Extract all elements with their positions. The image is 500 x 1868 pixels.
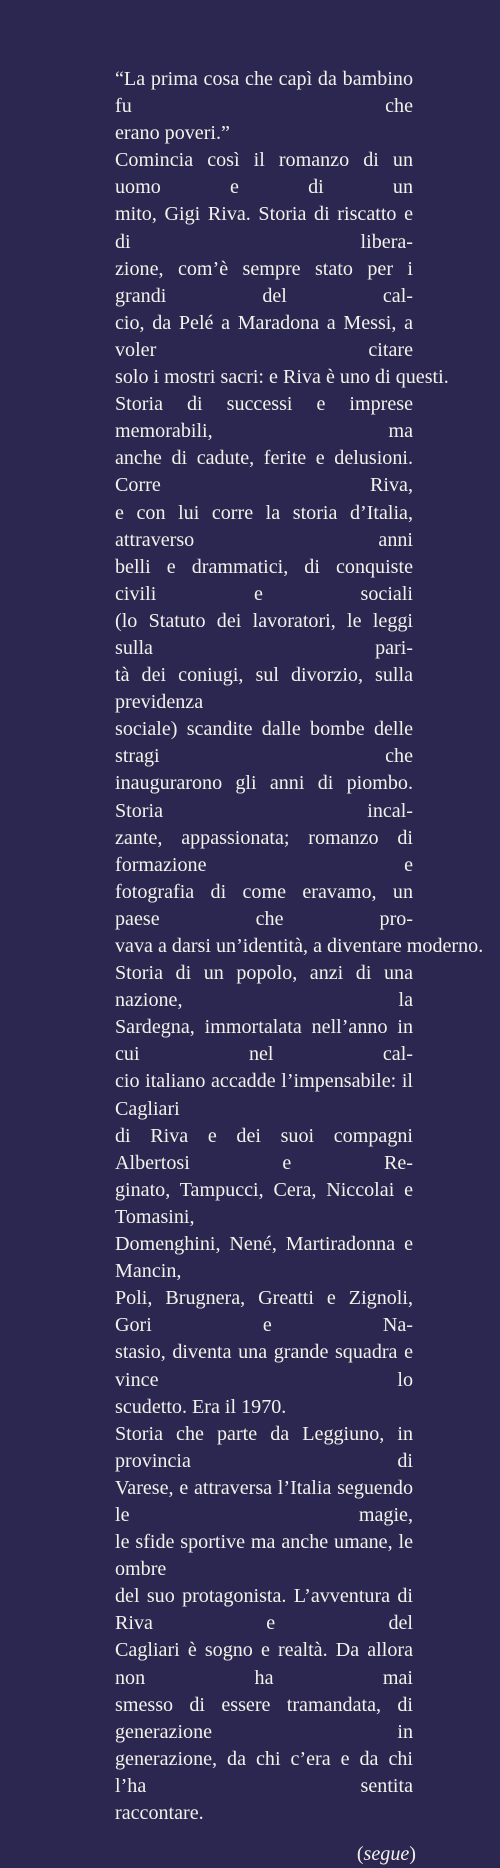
text-line: Poli, Brugnera, Greatti e Zignoli, Gori e Na- bbox=[115, 1287, 413, 1337]
text-line: smesso di essere tramandata, di generazione in bbox=[115, 1693, 413, 1743]
text-line: Comincia così il romanzo di un uomo e di un bbox=[115, 149, 413, 199]
text-line: Domenghini, Nené, Martiradonna e Mancin, bbox=[115, 1233, 413, 1283]
text-line: anche di cadute, ferite e delusioni. Corre Riva, bbox=[115, 447, 413, 497]
text-line: erano poveri.” bbox=[115, 122, 230, 145]
text-line: ginato, Tampucci, Cera, Niccolai e Tomasini, bbox=[115, 1178, 413, 1228]
text-line: solo i mostri sacri: e Riva è uno di questi. bbox=[115, 366, 449, 389]
text-line: sociale) scandite dalle bombe delle stragi che bbox=[115, 718, 413, 768]
spacer bbox=[0, 1827, 500, 1841]
continuation-note bbox=[0, 1841, 416, 1868]
text-line: Storia di un popolo, anzi di una nazione, la bbox=[115, 962, 413, 1012]
paragraph bbox=[0, 391, 500, 960]
text-line: inaugurarono gli anni di piombo. Storia incal- bbox=[115, 772, 413, 822]
text-line: mito, Gigi Riva. Storia di riscatto e di libera- bbox=[115, 203, 413, 253]
text-line: belli e drammatici, di conquiste civili e sociali bbox=[115, 555, 413, 605]
text-line: cio italiano accadde l’impensabile: il Cagliari bbox=[115, 1070, 413, 1120]
text-line: zante, appassionata; romanzo di formazione e bbox=[115, 826, 413, 876]
paragraph bbox=[0, 147, 500, 391]
text-line: le sfide sportive ma anche umane, le ombre bbox=[115, 1531, 413, 1581]
paragraph bbox=[0, 960, 500, 1421]
text-line: del suo protagonista. L’avventura di Riva e del bbox=[115, 1585, 413, 1635]
text-line: stasio, diventa una grande squadra e vince lo bbox=[115, 1341, 413, 1391]
text-line: Storia che parte da Leggiuno, in provincia di bbox=[115, 1422, 413, 1472]
text-line: raccontare. bbox=[115, 1802, 204, 1824]
text-line: Varese, e attraversa l’Italia seguendo le magie, bbox=[115, 1476, 413, 1526]
continuation-open-paren: ( bbox=[356, 1843, 364, 1866]
text-line: generazione, da chi c’era e da chi l’ha sentita bbox=[115, 1747, 413, 1797]
text-line: (lo Statuto dei lavoratori, le leggi sulla pari- bbox=[115, 609, 413, 659]
text-line: tà dei coniugi, sul divorzio, sulla previdenza bbox=[115, 664, 413, 714]
text-line: cio, da Pelé a Maradona a Messi, a voler citare bbox=[115, 311, 413, 361]
text-line: vava a darsi un’identità, a diventare moderno. bbox=[115, 935, 484, 957]
text-line: scudetto. Era il 1970. bbox=[115, 1395, 287, 1418]
text-line: fotografia di come eravamo, un paese che pro- bbox=[115, 880, 413, 930]
text-line: zione, com’è sempre stato per i grandi del cal- bbox=[115, 257, 413, 307]
continuation-close-paren: ) bbox=[409, 1843, 416, 1866]
text-line: Cagliari è sogno e realtà. Da allora non ha mai bbox=[115, 1639, 413, 1689]
blurb-text bbox=[0, 66, 500, 1868]
text-line: Storia di successi e imprese memorabili, ma bbox=[115, 393, 413, 443]
text-line: “La prima cosa che capì da bambino fu che bbox=[115, 68, 413, 118]
text-line: Sardegna, immortalata nell’anno in cui nel cal- bbox=[115, 1016, 413, 1066]
paragraph bbox=[0, 66, 500, 147]
paragraph bbox=[0, 1421, 500, 1827]
text-line: e con lui corre la storia d’Italia, attraverso anni bbox=[115, 501, 413, 551]
text-line: di Riva e dei suoi compagni Albertosi e Re- bbox=[115, 1124, 413, 1174]
continuation-word: segue bbox=[363, 1843, 410, 1866]
